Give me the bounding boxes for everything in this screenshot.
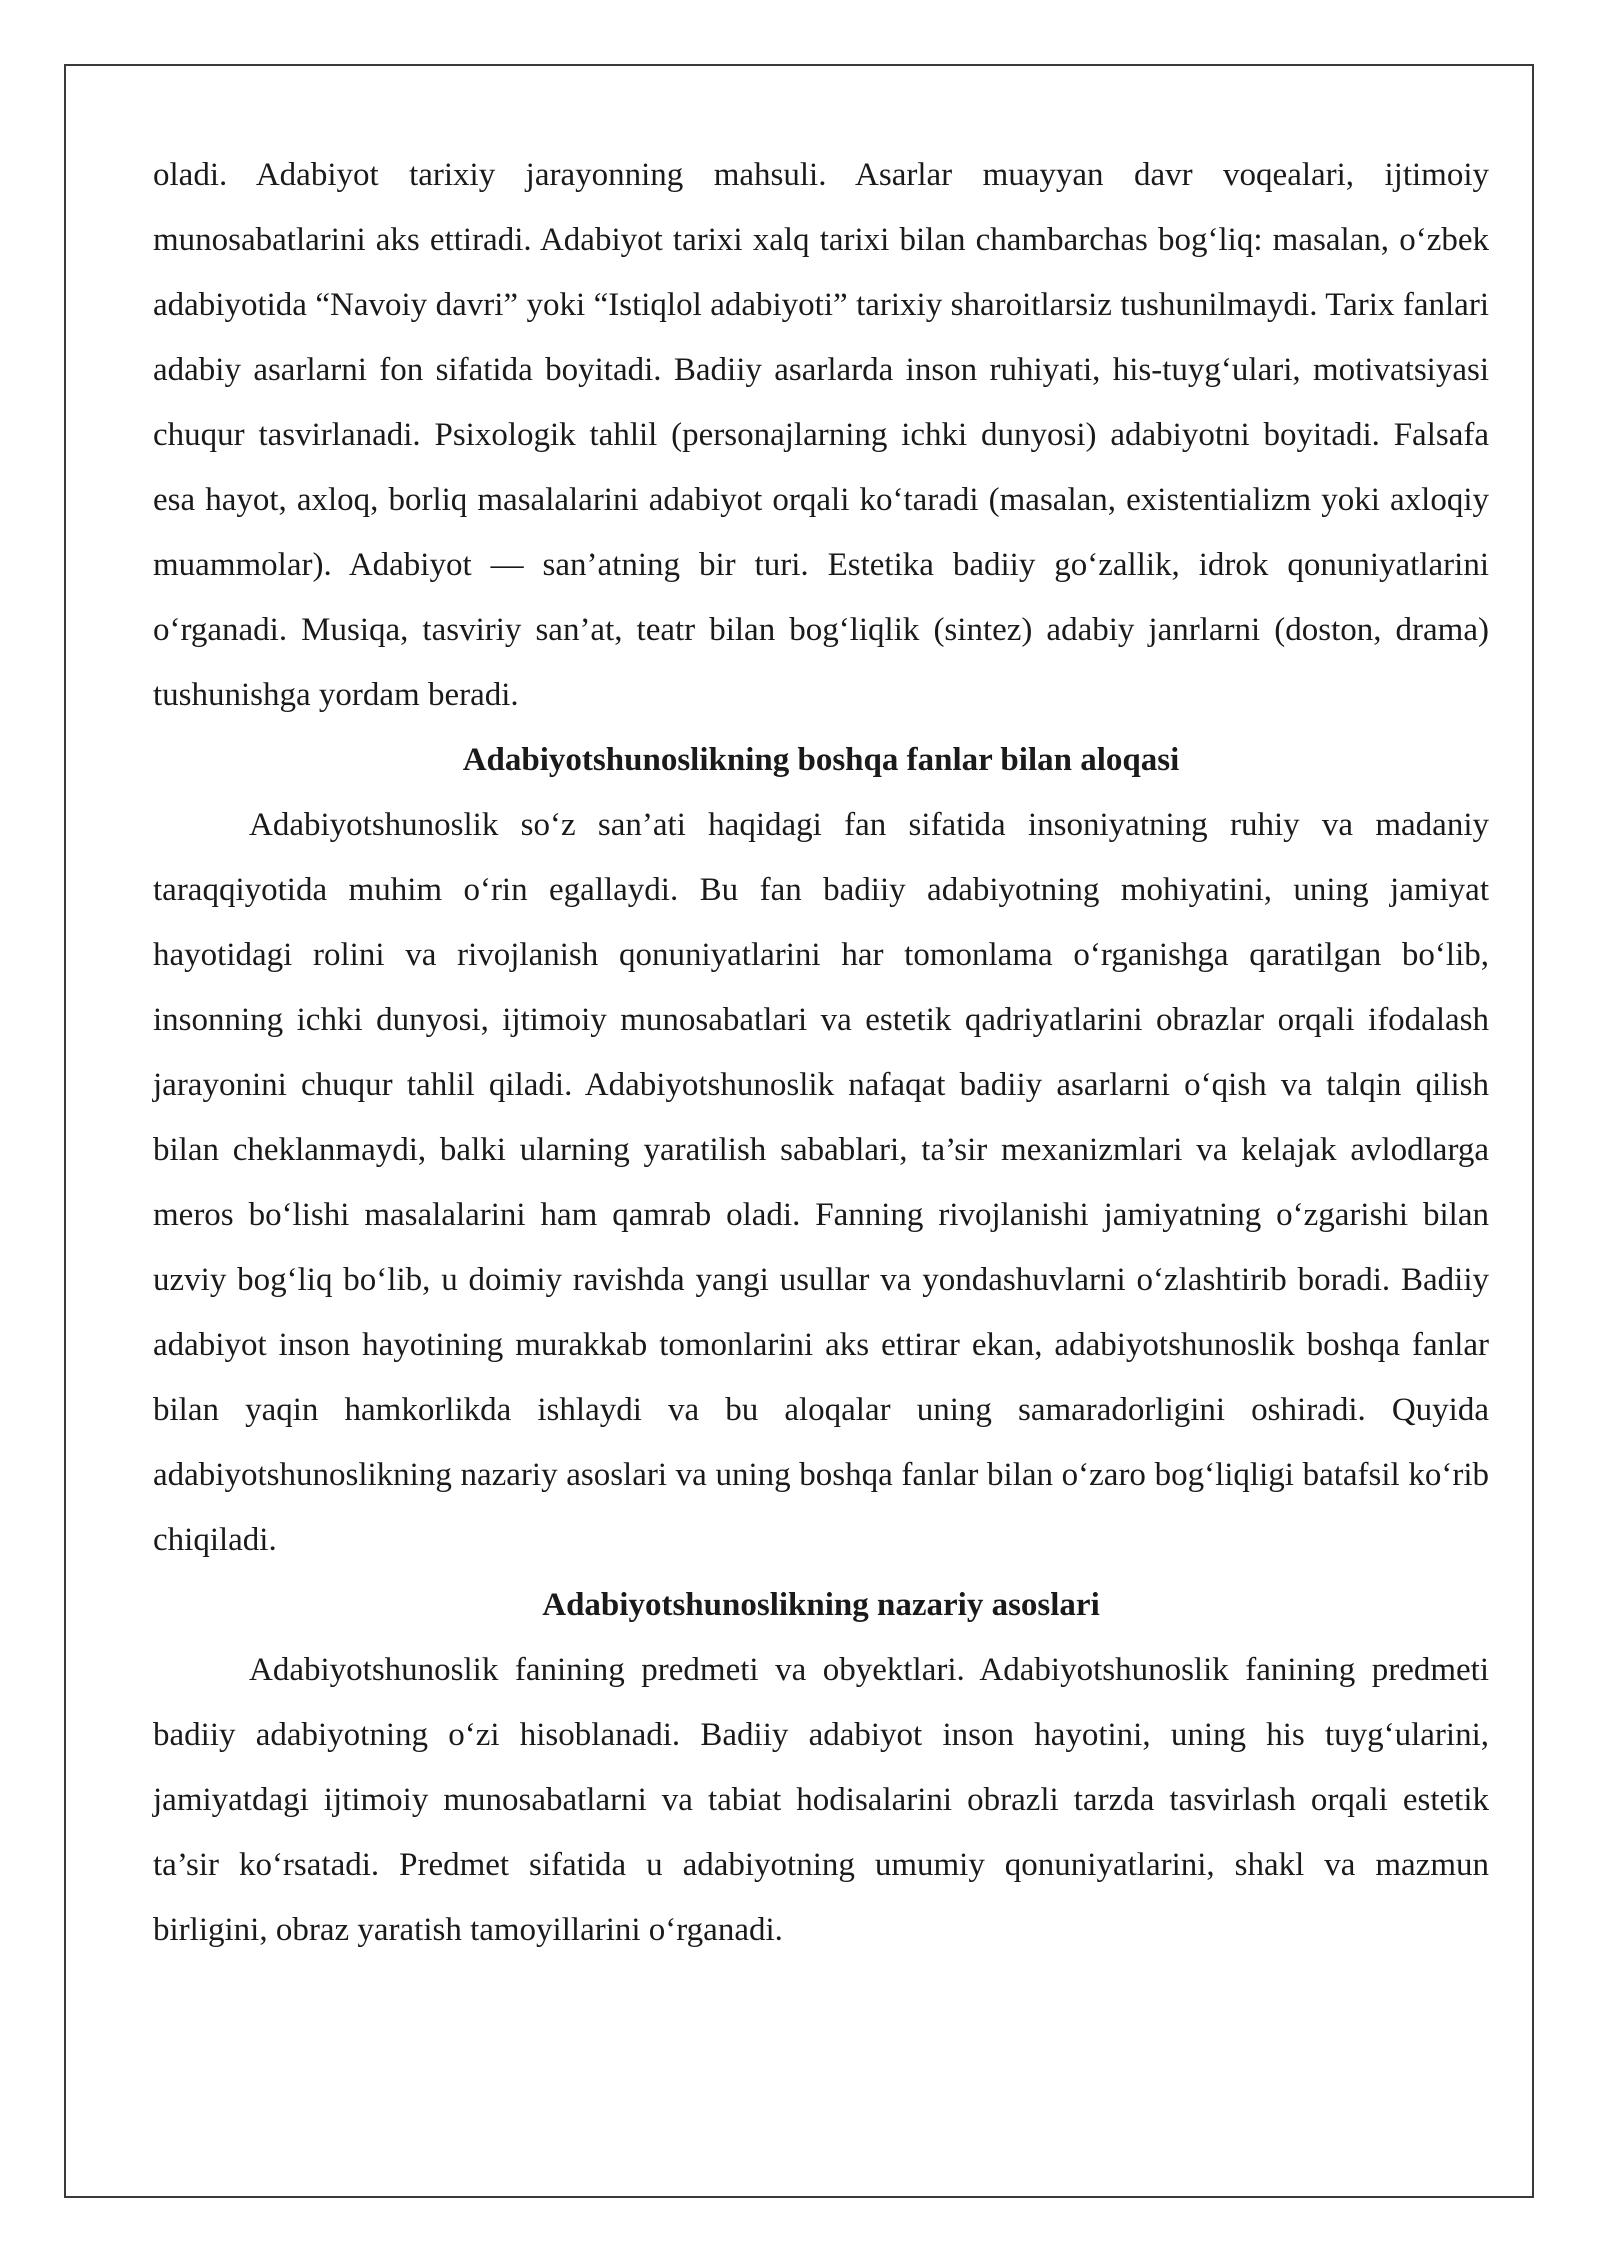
paragraph-related-sciences: Adabiyotshunoslik so‘z san’ati haqidagi fan sifatida insoniyatning ruhiy va madaniy taraqqiyotida muhim o‘rin egallaydi. Bu fan badiiy adabiyotning mohiyatini, uning jamiyat hayotidagi rolini va rivojlanish qonuniyatlarini har tomonlama o‘rganishga qaratilgan bo‘lib, insonning ichki dunyosi, ijtimoiy munosabatlari va estetik qadriyatlarini obrazlar orqali ifodalash jarayonini chuqur tahlil qiladi. Adabiyotshunoslik nafaqat badiiy asarlarni o‘qish va talqin qilish bilan cheklanmaydi, balki ularning yaratilish sabablari, ta’sir mexanizmlari va kelajak avlodlarga meros bo‘lishi masalalarini ham qamrab oladi. Fanning rivojlanishi jamiyatning o‘zgarishi bilan uzviy bog‘liq bo‘lib, u doimiy ravishda yangi usullar va yondashuvlarni o‘zlashtirib boradi. Badiiy adabiyot inson hayotining murakkab tomonlarini aks ettirar ekan, adabiyotshunoslik boshqa fanlar bilan yaqin hamkorlikda ishlaydi va bu aloqalar uning samaradorligini oshiradi. Quyida adabiyotshunoslikning nazariy asoslari va uning boshqa fanlar bilan o‘zaro bog‘liqligi batafsil ko‘rib chiqiladi. <box>153 807 1489 1558</box>
section-heading-related-sciences: Adabiyotshunoslikning boshqa fanlar bilan aloqasi <box>462 742 1180 778</box>
section-heading-theoretical-foundations: Adabiyotshunoslikning nazariy asoslari <box>542 1587 1100 1623</box>
paragraph-theoretical-foundations: Adabiyotshunoslik fanining predmeti va obyektlari. Adabiyotshunoslik fanining predmeti badiiy adabiyotning o‘zi hisoblanadi. Badiiy adabiyot inson hayotini, uning his tuyg‘ularini, jamiyatdagi ijtimoiy munosabatlarni va tabiat hodisalarini obrazli tarzda tasvirlash orqali estetik ta’sir ko‘rsatadi. Predmet sifatida u adabiyotning umumiy qonuniyatlarini, shakl va mazmun birligini, obraz yaratish tamoyillarini o‘rganadi. <box>153 1652 1489 1948</box>
document-body <box>153 143 1489 1963</box>
paragraph-intro-continuation: oladi. Adabiyot tarixiy jarayonning mahsuli. Asarlar muayyan davr voqealari, ijtimoiy munosabatlarini aks ettiradi. Adabiyot tarixi xalq tarixi bilan chambarchas bog‘liq: masalan, o‘zbek adabiyotida “Navoiy davri” yoki “Istiqlol adabiyoti” tarixiy sharoitlarsiz tushunilmaydi. Tarix fanlari adabiy asarlarni fon sifatida boyitadi. Badiiy asarlarda inson ruhiyati, his-tuyg‘ulari, motivatsiyasi chuqur tasvirlanadi. Psixologik tahlil (personajlarning ichki dunyosi) adabiyotni boyitadi. Falsafa esa hayot, axloq, borliq masalalarini adabiyot orqali ko‘taradi (masalan, existentializm yoki axloqiy muammolar). Adabiyot — san’atning bir turi. Estetika badiiy go‘zallik, idrok qonuniyatlarini o‘rganadi. Musiqa, tasviriy san’at, teatr bilan bog‘liqlik (sintez) adabiy janrlarni (doston, drama) tushunishga yordam beradi. <box>153 157 1489 713</box>
